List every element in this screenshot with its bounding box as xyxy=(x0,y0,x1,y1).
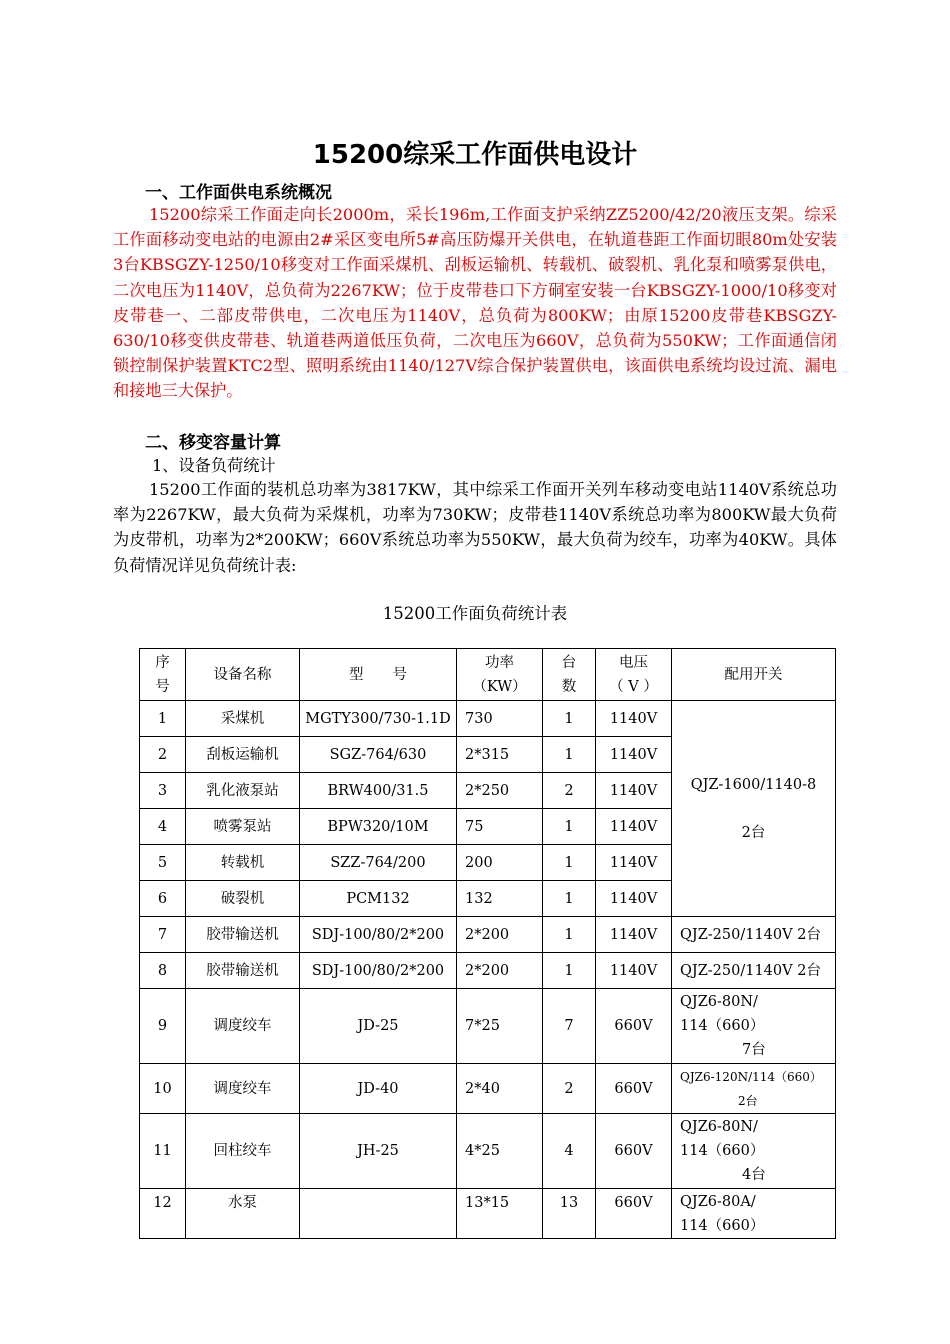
cell-no: 4 xyxy=(140,809,186,845)
cell-no: 2 xyxy=(140,737,186,773)
table-caption: 15200工作面负荷统计表 xyxy=(382,604,568,623)
load-statistics-table xyxy=(139,648,836,1239)
cell-count: 1 xyxy=(543,917,596,953)
section-1-paragraph: 15200综采工作面走向长2000m，采长196m,工作面支护采纳ZZ5200/42/20液压支架。综采工作面移动变电站的电源由2#采区变电所5#高压防爆开关供电，在轨道巷距工作面切眼80m处安装3台KBSGZY-1250/10移变对工作面采煤机、刮板运输机、转载机、破裂机、乳化泵和喷雾泵供电，二次电压为1140V，总负荷为2267KW；位于皮带巷口下方硐室安装一台KBSGZY-1000/10移变对皮带巷一、二部皮带供电，二次电压为1140V，总负荷为800KW；由原15200皮带巷KBSGZY-630/10移变供皮带巷、轨道巷两道低压负荷，二次电压为660V，总负荷为550KW；工作面通信闭锁控制保护装置KTC2型、照明系统由1140/127V综合保护装置供电，该面供电系统均设过流、漏电和接地三大保护。 xyxy=(113,205,837,401)
table-row xyxy=(140,701,836,737)
cell-voltage: 1140V xyxy=(596,845,672,881)
cell-name: 胶带输送机 xyxy=(186,917,300,953)
cell-power: 13*15 xyxy=(457,1189,543,1239)
cell-count: 13 xyxy=(543,1189,596,1239)
cell-power: 4*25 xyxy=(457,1114,543,1189)
cell-voltage: 1140V xyxy=(596,953,672,989)
cell-model xyxy=(300,1189,457,1239)
cell-count: 1 xyxy=(543,845,596,881)
cell-voltage: 660V xyxy=(596,1064,672,1114)
cell-count: 7 xyxy=(543,989,596,1064)
cell-voltage: 1140V xyxy=(596,737,672,773)
cell-name: 转载机 xyxy=(186,845,300,881)
cell-power: 2*200 xyxy=(457,917,543,953)
cell-model: BPW320/10M xyxy=(300,809,457,845)
cell-voltage: 1140V xyxy=(596,773,672,809)
cell-model: SZZ-764/200 xyxy=(300,845,457,881)
cell-name: 回柱绞车 xyxy=(186,1114,300,1189)
header-switch: 配用开关 xyxy=(672,649,836,701)
cell-count: 1 xyxy=(543,881,596,917)
cell-model: SDJ-100/80/2*200 xyxy=(300,917,457,953)
cell-voltage: 1140V xyxy=(596,917,672,953)
cell-power: 2*315 xyxy=(457,737,543,773)
cell-count: 1 xyxy=(543,701,596,737)
cell-count: 1 xyxy=(543,737,596,773)
cell-voltage: 1140V xyxy=(596,701,672,737)
cell-count: 1 xyxy=(543,809,596,845)
cell-power: 132 xyxy=(457,881,543,917)
cell-model: PCM132 xyxy=(300,881,457,917)
cell-no: 12 xyxy=(140,1189,186,1239)
cell-switch: QJZ-250/1140V 2台 xyxy=(672,917,836,953)
cell-name: 喷雾泵站 xyxy=(186,809,300,845)
table-header-row xyxy=(140,649,836,701)
table-row xyxy=(140,1114,836,1189)
cell-voltage: 1140V xyxy=(596,809,672,845)
header-name: 设备名称 xyxy=(186,649,300,701)
cell-switch: QJZ6-80A/ 114（660） xyxy=(672,1189,836,1239)
cell-power: 200 xyxy=(457,845,543,881)
cell-name: 采煤机 xyxy=(186,701,300,737)
header-no: 序 号 xyxy=(140,649,186,701)
table-row xyxy=(140,953,836,989)
cell-count: 2 xyxy=(543,773,596,809)
cell-no: 9 xyxy=(140,989,186,1064)
table-row xyxy=(140,989,836,1064)
cell-model: JD-25 xyxy=(300,989,457,1064)
cell-name: 水泵 xyxy=(186,1189,300,1239)
cell-model: SDJ-100/80/2*200 xyxy=(300,953,457,989)
cell-power: 2*200 xyxy=(457,953,543,989)
header-model: 型 号 xyxy=(300,649,457,701)
cell-name: 调度绞车 xyxy=(186,989,300,1064)
cell-power: 730 xyxy=(457,701,543,737)
cell-switch: QJZ-250/1140V 2台 xyxy=(672,953,836,989)
page-title: 15200综采工作面供电设计 xyxy=(312,140,638,170)
cell-no: 8 xyxy=(140,953,186,989)
cell-model: SGZ-764/630 xyxy=(300,737,457,773)
cell-voltage: 1140V xyxy=(596,881,672,917)
cell-no: 10 xyxy=(140,1064,186,1114)
header-count: 台 数 xyxy=(543,649,596,701)
section-2-paragraph: 15200工作面的装机总功率为3817KW，其中综采工作面开关列车移动变电站1140V系统总功率为2267KW，最大负荷为采煤机，功率为730KW；皮带巷1140V系统总功率为800KW最大负荷为皮带机，功率为2*200KW；660V系统总功率为550KW，最大负荷为绞车，功率为40KW。具体负荷情况详见负荷统计表: xyxy=(113,480,837,575)
cell-model: JD-40 xyxy=(300,1064,457,1114)
cell-switch: QJZ6-120N/114（660） 2台 xyxy=(672,1064,836,1114)
cell-name: 乳化液泵站 xyxy=(186,773,300,809)
cell-model: MGTY300/730-1.1D xyxy=(300,701,457,737)
cell-no: 5 xyxy=(140,845,186,881)
cell-power: 2*250 xyxy=(457,773,543,809)
cell-no: 11 xyxy=(140,1114,186,1189)
cell-no: 7 xyxy=(140,917,186,953)
cell-voltage: 660V xyxy=(596,1114,672,1189)
cell-power: 2*40 xyxy=(457,1064,543,1114)
header-voltage: 电压 （ V ） xyxy=(596,649,672,701)
cell-name: 调度绞车 xyxy=(186,1064,300,1114)
cell-count: 2 xyxy=(543,1064,596,1114)
subsection-1-heading: 1、设备负荷统计 xyxy=(152,456,276,475)
section-1-heading: 一、工作面供电系统概况 xyxy=(145,183,332,203)
cell-voltage: 660V xyxy=(596,1189,672,1239)
cell-model: BRW400/31.5 xyxy=(300,773,457,809)
cell-no: 3 xyxy=(140,773,186,809)
cell-switch: QJZ6-80N/ 114（660） 7台 xyxy=(672,989,836,1064)
header-power: 功率 （KW） xyxy=(457,649,543,701)
cell-count: 4 xyxy=(543,1114,596,1189)
cell-power: 75 xyxy=(457,809,543,845)
cell-voltage: 660V xyxy=(596,989,672,1064)
cell-switch-merged: QJZ-1600/1140-8 2台 xyxy=(672,701,836,917)
cell-name: 刮板运输机 xyxy=(186,737,300,773)
cell-no: 1 xyxy=(140,701,186,737)
cell-model: JH-25 xyxy=(300,1114,457,1189)
cell-no: 6 xyxy=(140,881,186,917)
table-row xyxy=(140,1064,836,1114)
section-2-heading: 二、移变容量计算 xyxy=(145,433,281,453)
cell-name: 胶带输送机 xyxy=(186,953,300,989)
cell-switch: QJZ6-80N/ 114（660） 4台 xyxy=(672,1114,836,1189)
cell-count: 1 xyxy=(543,953,596,989)
table-row xyxy=(140,917,836,953)
cell-name: 破裂机 xyxy=(186,881,300,917)
cell-power: 7*25 xyxy=(457,989,543,1064)
table-row xyxy=(140,1189,836,1239)
